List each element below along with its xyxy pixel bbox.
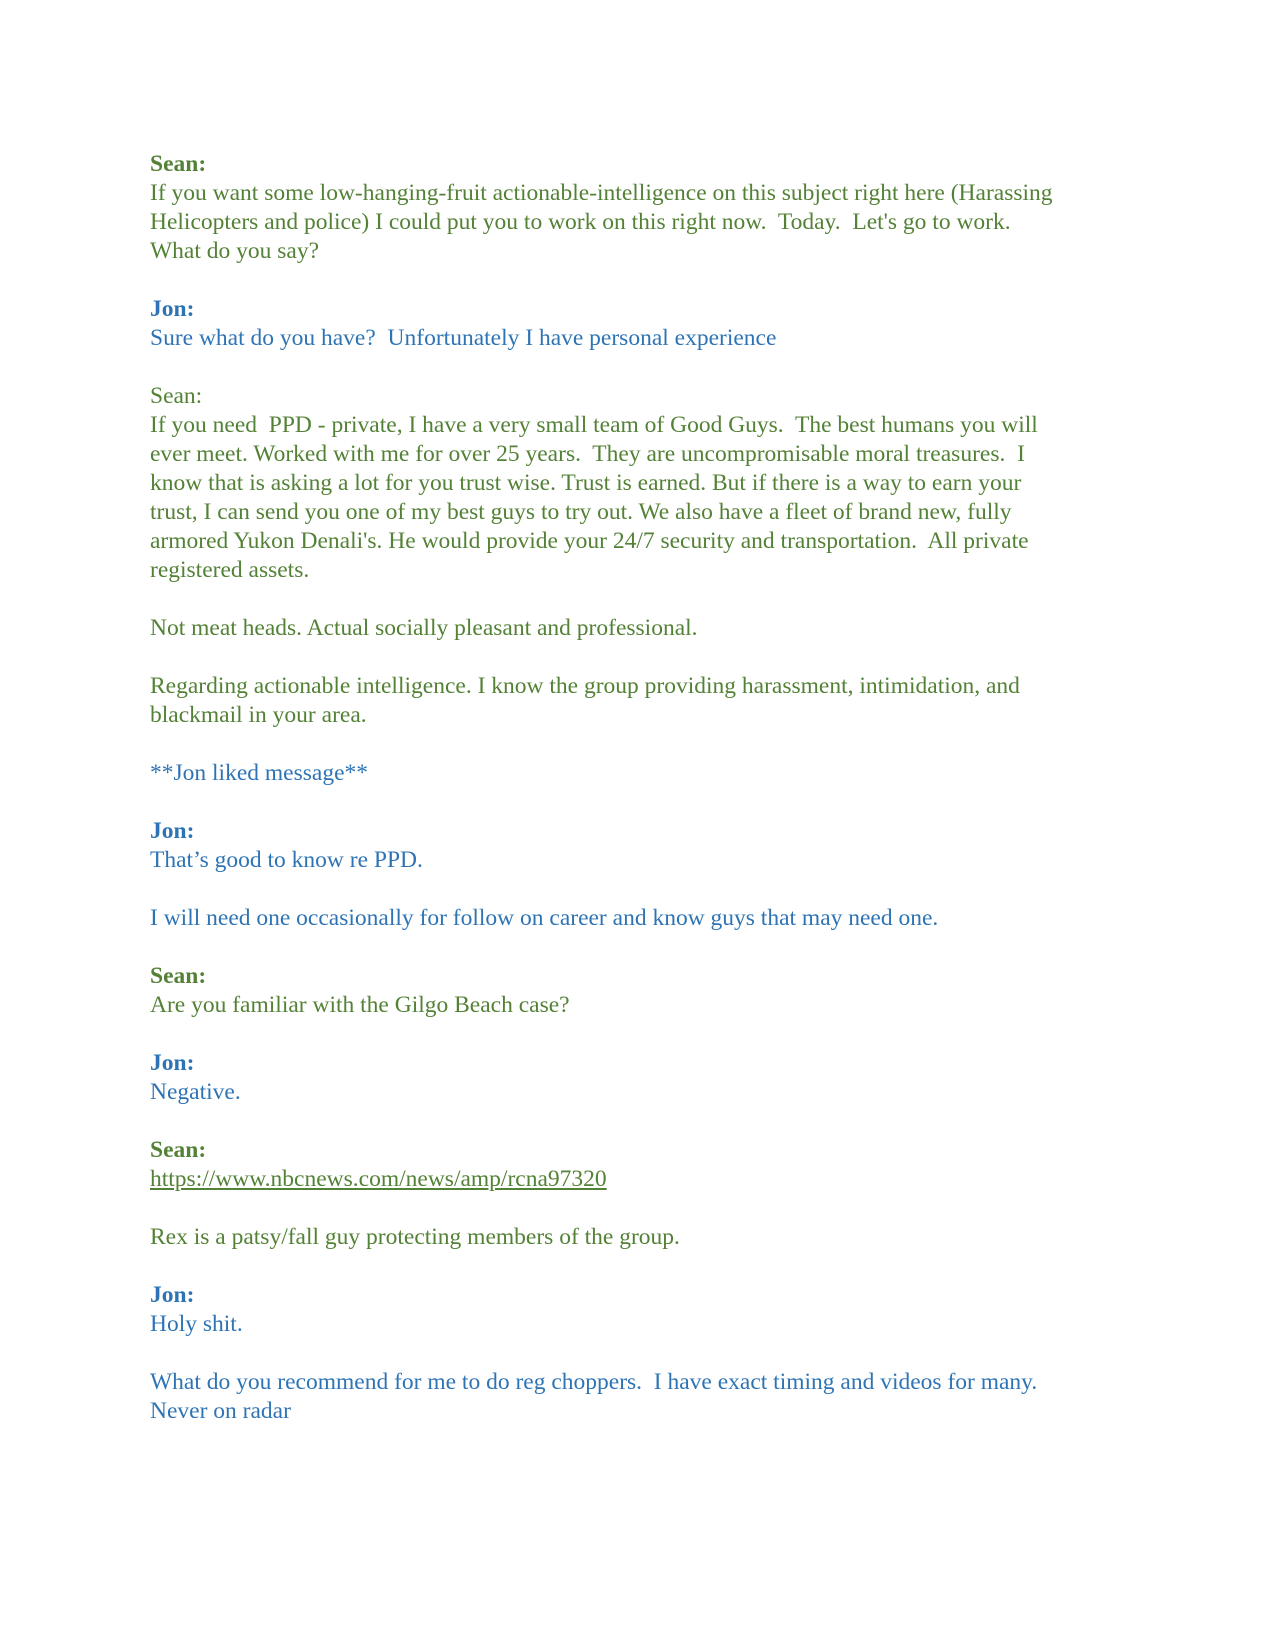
speaker-label: Jon:: [150, 818, 195, 844]
speaker-label: Sean:: [150, 383, 203, 409]
message-block-jon-1: [150, 295, 1130, 353]
message-block-sean-1: [150, 150, 1130, 266]
message-block-jon-3: [150, 904, 1130, 933]
message-line: Helicopters and police) I could put you to work on this right now. Today. Let's go to work.: [150, 209, 1011, 235]
message-line: That’s good to know re PPD.: [150, 847, 423, 873]
speaker-label: Jon:: [150, 1282, 195, 1308]
news-link[interactable]: https://www.nbcnews.com/news/amp/rcna97320: [150, 1166, 607, 1192]
message-block-sean-3: [150, 614, 1130, 643]
message-line: Holy shit.: [150, 1311, 243, 1337]
speaker-label: Jon:: [150, 296, 195, 322]
message-block-sean-7: [150, 1223, 1130, 1252]
speaker-label: Sean:: [150, 1137, 207, 1163]
message-line: know that is asking a lot for you trust wise. Trust is earned. But if there is a way to earn your: [150, 470, 1022, 496]
message-line: Are you familiar with the Gilgo Beach case?: [150, 992, 570, 1018]
message-line: Not meat heads. Actual socially pleasant and professional.: [150, 615, 698, 641]
message-block-jon-2: [150, 817, 1130, 875]
message-line: Never on radar: [150, 1398, 291, 1424]
message-block-sean-5: [150, 962, 1130, 1020]
message-line: [150, 1165, 1130, 1194]
message-line: What do you say?: [150, 238, 320, 264]
speaker-label: Sean:: [150, 963, 207, 989]
message-line: ever meet. Worked with me for over 25 years. They are uncompromisable moral treasures. I: [150, 441, 1025, 467]
message-line: What do you recommend for me to do reg choppers. I have exact timing and videos for many.: [150, 1369, 1038, 1395]
message-line: If you want some low-hanging-fruit actionable-intelligence on this subject right here (Harassing: [150, 180, 1053, 206]
message-line: registered assets.: [150, 557, 310, 583]
message-block-jon-4: [150, 1049, 1130, 1107]
message-line: Negative.: [150, 1079, 241, 1105]
message-line: Rex is a patsy/fall guy protecting members of the group.: [150, 1224, 680, 1250]
reaction-note: [150, 759, 1130, 788]
message-block-jon-6: [150, 1368, 1130, 1426]
message-line: If you need PPD - private, I have a very small team of Good Guys. The best humans you will: [150, 412, 1038, 438]
message-line: Regarding actionable intelligence. I know the group providing harassment, intimidation, and: [150, 673, 1020, 699]
document-page: [150, 150, 1130, 1426]
speaker-label: Sean:: [150, 151, 207, 177]
liked-message-note: **Jon liked message**: [150, 760, 368, 786]
message-line: trust, I can send you one of my best guys to try out. We also have a fleet of brand new, fully: [150, 499, 1012, 525]
message-line: armored Yukon Denali's. He would provide your 24/7 security and transportation. All private: [150, 528, 1029, 554]
message-block-sean-6: [150, 1136, 1130, 1194]
message-line: Sure what do you have? Unfortunately I have personal experience: [150, 325, 777, 351]
message-line: blackmail in your area.: [150, 702, 367, 728]
message-line: I will need one occasionally for follow on career and know guys that may need one.: [150, 905, 939, 931]
message-block-jon-5: [150, 1281, 1130, 1339]
speaker-label: Jon:: [150, 1050, 195, 1076]
message-block-sean-2: [150, 382, 1130, 585]
message-block-sean-4: [150, 672, 1130, 730]
